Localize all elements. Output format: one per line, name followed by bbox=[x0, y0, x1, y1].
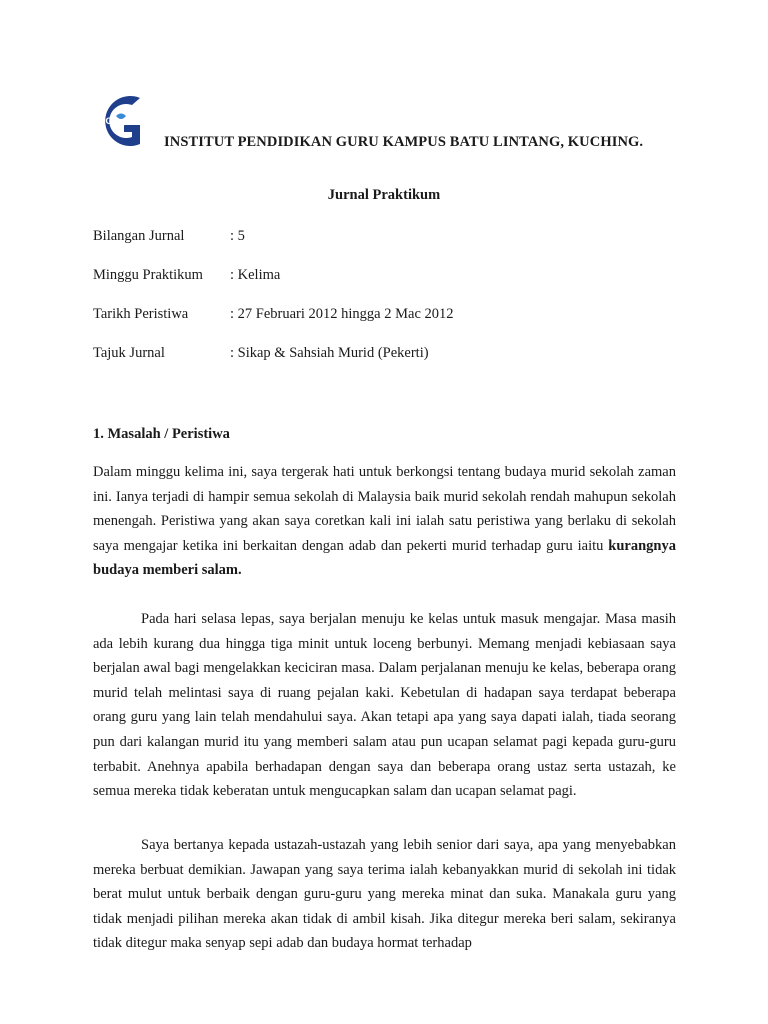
institution-title: INSTITUT PENDIDIKAN GURU KAMPUS BATU LINTANG, KUCHING. bbox=[164, 134, 644, 150]
section-heading: 1. Masalah / Peristiwa bbox=[93, 426, 230, 442]
paragraph-2: Pada hari selasa lepas, saya berjalan menuju ke kelas untuk masuk mengajar. Masa masih ada lebih kurang dua hingga tiga minit untuk loceng berbunyi. Memang menjadi kebiasaan saya berjalan awal bagi mengelakkan keciciran masa. Dalam perjalanan menuju ke kelas, beberapa orang murid telah melintasi saya di ruang pejalan kaki. Kebetulan di hadapan saya terdapat beberapa orang guru yang lain telah mendahului saya. Akan tetapi apa yang saya dapati ialah, tiada seorang pun dari kalangan murid itu yang memberi salam atau pun ucapan selamat pagi kepada guru-guru terbabit. Anehnya apabila berhadapan dengan saya dan beberapa orang ustaz serta ustazah, ke semua mereka tidak keberatan untuk mengucapkan salam dan ucapan selamat pagi. bbox=[93, 611, 676, 800]
meta-value: : 27 Februari 2012 hingga 2 Mac 2012 bbox=[230, 306, 454, 322]
meta-label: Minggu Praktikum bbox=[93, 267, 203, 283]
document-title: Jurnal Praktikum bbox=[327, 187, 441, 203]
paragraph-1 bbox=[93, 460, 676, 583]
meta-label: Tajuk Jurnal bbox=[93, 345, 165, 361]
meta-row-minggu bbox=[93, 267, 280, 284]
meta-row-tajuk bbox=[93, 345, 429, 362]
meta-value: : Sikap & Sahsiah Murid (Pekerti) bbox=[230, 345, 429, 361]
logo-text: IPG bbox=[97, 116, 113, 126]
meta-value: : 5 bbox=[230, 228, 245, 244]
meta-row-bilangan bbox=[93, 228, 245, 245]
paragraph-3: Saya bertanya kepada ustazah-ustazah yang lebih senior dari saya, apa yang menyebabkan mereka berbuat demikian. Jawapan yang saya terima ialah kebanyakkan murid di sekolah ini tidak berat mulut untuk berbaik dengan guru-guru yang mereka minat dan suka. Manakala guru yang tidak menjadi pilihan mereka akan tidak di ambil kisah. Jika ditegur mereka beri salam, sekiranya tidak ditegur maka senyap sepi adab dan budaya hormat terhadap bbox=[93, 837, 676, 952]
meta-value: : Kelima bbox=[230, 267, 281, 283]
meta-row-tarikh bbox=[93, 306, 454, 323]
meta-label: Bilangan Jurnal bbox=[93, 228, 185, 244]
meta-label: Tarikh Peristiwa bbox=[93, 306, 189, 322]
paragraph-1-bold: kurangnya budaya memberi salam. bbox=[93, 537, 676, 579]
paragraph-1-text: Dalam minggu kelima ini, saya tergerak hati untuk berkongsi tentang budaya murid sekolah zaman ini. Ianya terjadi di hampir semua sekolah di Malaysia baik murid sekolah rendah mahupun sekolah menengah. Peristiwa yang akan saya coretkan kali ini ialah satu peristiwa yang berlaku di sekolah saya mengajar ketika ini berkaitan dengan adab dan pekerti murid terhadap guru iaitu bbox=[93, 464, 676, 554]
ipg-logo bbox=[94, 95, 146, 147]
